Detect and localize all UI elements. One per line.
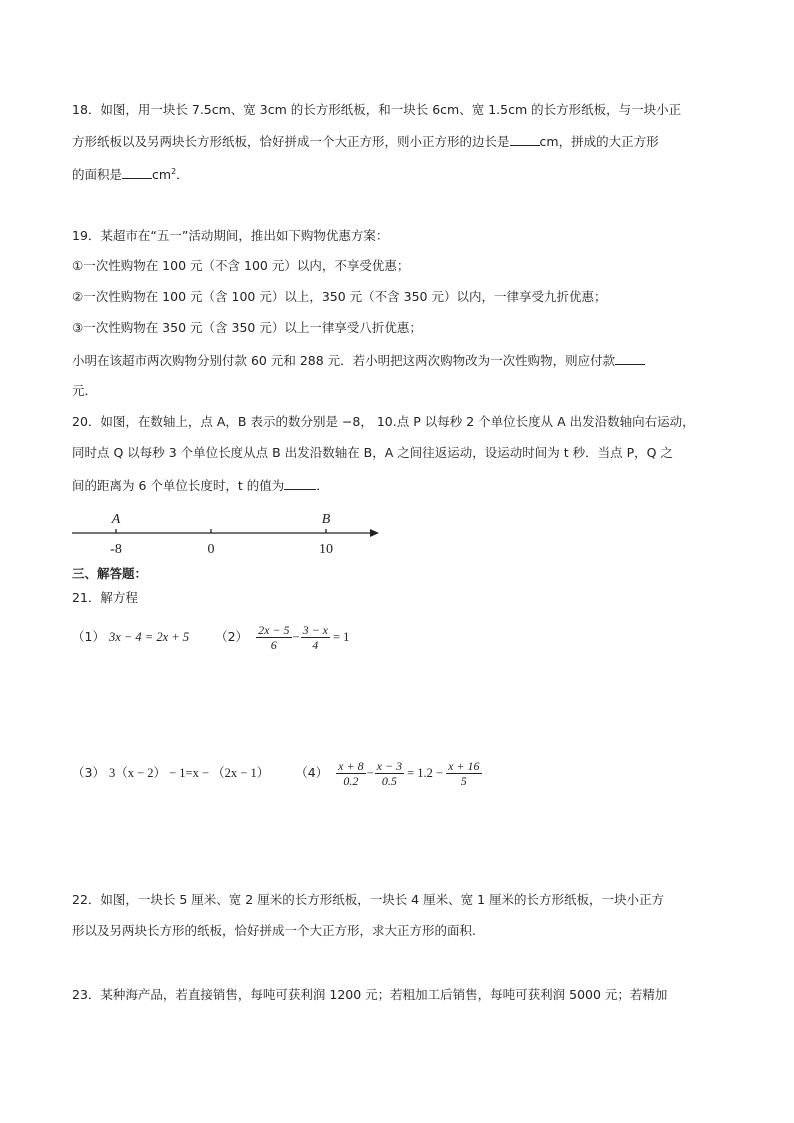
q19-line-1: 19．某超市在“五一”活动期间，推出如下购物优惠方案： bbox=[72, 228, 389, 243]
q20-line-1: 20．如图，在数轴上，点 A，B 表示的数分别是 −8， 10.点 P 以每秒 2 个单位长度从 A 出发沿数轴向右运动， bbox=[72, 414, 695, 429]
q21-p3-label: （3） bbox=[72, 765, 105, 780]
q21-p4-num-1: x + 8 bbox=[338, 758, 364, 773]
q21-p4-label: （4） bbox=[295, 765, 329, 780]
q19-line-5 bbox=[72, 352, 645, 369]
q21-p1-label: （1） bbox=[72, 629, 105, 644]
q21-p4-mid: = 1.2 − bbox=[407, 766, 444, 780]
q18-line-2 bbox=[72, 133, 659, 150]
q19-line-5-text: 小明在该超市两次购物分别付款 60 元和 288 元．若小明把这两次购物改为一次性购物，则应付款 bbox=[72, 353, 616, 368]
q21-p2-frac-2 bbox=[301, 623, 330, 652]
q22-line-1: 22．如图，一块长 5 厘米、宽 2 厘米的长方形纸板，一块长 4 厘米、宽 1 厘米的长方形纸板，一块小正方 bbox=[72, 892, 665, 907]
section-heading: 三、解答题： bbox=[72, 566, 148, 581]
q19-line-6: 元． bbox=[72, 383, 98, 398]
q21-p2-minus: − bbox=[292, 630, 300, 644]
q19-blank[interactable] bbox=[615, 352, 645, 365]
q21-p4-num-3: x + 16 bbox=[448, 758, 480, 773]
label-b: B bbox=[321, 512, 331, 527]
tick-label-b: 10 bbox=[319, 542, 333, 557]
q18-line-3-text: 的面积是 bbox=[72, 167, 123, 183]
q23-line-1: 23．某种海产品，若直接销售，每吨可获利润 1200 元；若粗加工后销售，每吨可获利润 5000 元；若精加 bbox=[72, 987, 668, 1002]
q21-p2-den-2: 4 bbox=[312, 637, 319, 652]
q21-p4-frac-3 bbox=[446, 759, 481, 788]
number-line-arrow bbox=[370, 529, 379, 537]
q21-p4-frac-2 bbox=[375, 759, 404, 788]
q18-line-3-end: ． bbox=[176, 167, 189, 183]
q19-item-2: ②一次性购物在 100 元（含 100 元）以上，350 元（不含 350 元）以内，一律享受九折优惠； bbox=[72, 289, 607, 304]
q21-row-1 bbox=[72, 622, 349, 652]
q18-unit: cm bbox=[152, 167, 172, 183]
q18-blank-2[interactable] bbox=[122, 166, 152, 179]
q21-p4-minus: − bbox=[366, 766, 374, 780]
q18-unit-sup: 2 bbox=[171, 167, 177, 176]
q21-p2-rhs: = 1 bbox=[333, 630, 350, 644]
q21-row-2 bbox=[72, 756, 483, 790]
q21-p4-frac-1 bbox=[336, 759, 365, 788]
q21-p2-frac-1 bbox=[256, 623, 291, 652]
q18-line-2-tail: cm，拼成的大正方形 bbox=[539, 134, 659, 149]
q21-p2-num-1: 2x − 5 bbox=[258, 622, 290, 637]
tick-label-a: -8 bbox=[110, 542, 122, 557]
q21-p2-num-2: 3 − x bbox=[302, 622, 328, 637]
q21-p4-den-3: 5 bbox=[460, 773, 467, 788]
q20-line-3-text: 间的距离为 6 个单位长度时，t 的值为 bbox=[72, 478, 285, 493]
q19-item-1: ①一次性购物在 100 元（不含 100 元）以内，不享受优惠； bbox=[72, 258, 410, 273]
q20-line-3-end: ． bbox=[316, 478, 329, 493]
q18-line-2-text: 方形纸板以及另两块长方形纸板，恰好拼成一个大正方形，则小正方形的边长是 bbox=[72, 134, 510, 149]
q19-item-3: ③一次性购物在 350 元（含 350 元）以上一律享受八折优惠； bbox=[72, 320, 422, 335]
q21-p4-den-2: 0.5 bbox=[381, 773, 397, 788]
q18-line-3 bbox=[72, 164, 189, 183]
q20-line-3 bbox=[72, 477, 329, 494]
q21-p1-equation: 3x − 4 = 2x + 5 bbox=[108, 630, 190, 644]
q18-line-1: 18．如图，用一块长 7.5cm、宽 3cm 的长方形纸板，和一块长 6cm、宽 1.5cm 的长方形纸板，与一块小正 bbox=[72, 102, 682, 117]
number-line bbox=[70, 505, 390, 563]
q21-p2-den-1: 6 bbox=[270, 637, 277, 652]
tick-label-zero: 0 bbox=[207, 542, 215, 557]
q21-p3-equation: 3（x − 2） − 1=x − （2x − 1） bbox=[108, 766, 270, 780]
q20-blank[interactable] bbox=[284, 477, 316, 490]
q21-p2-label: （2） bbox=[215, 629, 249, 644]
q18-blank-1[interactable] bbox=[510, 133, 540, 146]
q21-p4-num-2: x − 3 bbox=[376, 758, 403, 773]
q21-p4-den-1: 0.2 bbox=[343, 773, 359, 788]
q20-line-2: 同时点 Q 以每秒 3 个单位长度从点 B 出发沿数轴在 B，A 之间往返运动，设运动时间为 t 秒．当点 P，Q 之 bbox=[72, 445, 673, 460]
label-a: A bbox=[111, 512, 121, 527]
q22-line-2: 形以及另两块长方形的纸板，恰好拼成一个大正方形，求大正方形的面积. bbox=[72, 923, 476, 938]
q21-title: 21．解方程 bbox=[72, 590, 138, 605]
